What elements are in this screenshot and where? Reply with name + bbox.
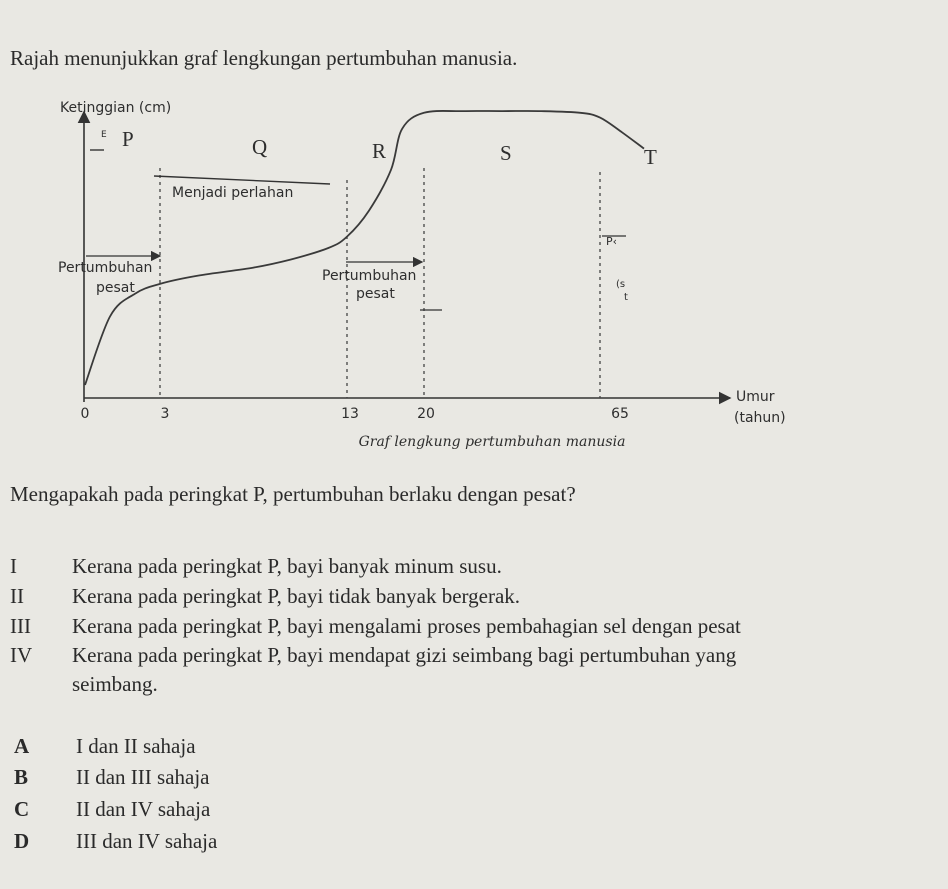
option-key: D: [14, 829, 30, 853]
intro-text: Rajah menunjukkan graf lengkungan pertumbuhan manusia.: [10, 46, 518, 70]
stage-letters: [122, 127, 657, 169]
option-key: C: [14, 797, 30, 821]
slow-growth-bar: [154, 176, 330, 184]
statement-number: II: [10, 584, 24, 608]
statement-text: Kerana pada peringkat P, bayi banyak minum susu.: [72, 554, 502, 578]
rapid-growth-1-label-line1: Pertumbuhan: [58, 260, 153, 276]
statement-i: [10, 554, 940, 579]
stray-mark-e: E: [101, 130, 107, 140]
growth-curve-line: [85, 111, 644, 385]
rapid-growth-2-label-line1: Pertumbuhan: [322, 268, 417, 284]
statement-ii: [10, 584, 940, 609]
option-d[interactable]: [14, 829, 217, 854]
x-axis-label: Umur: [736, 389, 775, 405]
option-key: A: [14, 734, 30, 758]
statement-iii: [10, 614, 940, 639]
x-tick-label: 65: [611, 406, 629, 422]
option-key: B: [14, 765, 29, 789]
stage-letter-q: Q: [252, 135, 268, 159]
statement-number: IV: [10, 643, 33, 667]
option-text: III dan IV sahaja: [76, 829, 218, 853]
chart-caption: Graf lengkung pertumbuhan manusia: [358, 434, 626, 450]
stray-mark-t: t: [624, 292, 628, 303]
question-text: Mengapakah pada peringkat P, pertumbuhan berlaku dengan pesat?: [10, 482, 576, 506]
y-axis-label: Ketinggian (cm): [60, 100, 172, 116]
x-tick-label: 0: [80, 406, 90, 422]
x-tick-label: 20: [417, 406, 435, 422]
rapid-growth-2-label-line2: pesat: [356, 286, 395, 302]
option-text: II dan IV sahaja: [76, 797, 211, 821]
x-tick-label: 3: [160, 406, 170, 422]
growth-curve-chart: [0, 80, 948, 450]
option-b[interactable]: [14, 765, 210, 790]
option-text: II dan III sahaja: [76, 765, 210, 789]
option-c[interactable]: [14, 797, 210, 822]
statement-text: Kerana pada peringkat P, bayi mengalami proses pembahagian sel dengan pesat: [72, 614, 741, 638]
statement-iv: [10, 643, 940, 668]
stage-letter-t: T: [644, 145, 657, 169]
rapid-growth-1-label-line2: pesat: [96, 280, 135, 296]
option-a[interactable]: [14, 734, 196, 759]
stage-letter-r: R: [372, 139, 387, 163]
x-tick-label: 13: [341, 406, 359, 422]
statement-number: I: [10, 554, 17, 578]
statement-iv-continuation: seimbang.: [72, 672, 158, 696]
option-text: I dan II sahaja: [76, 734, 196, 758]
stage-letter-s: S: [500, 141, 512, 165]
stage-letter-p: P: [122, 127, 134, 151]
stray-mark-s: (s: [616, 279, 626, 290]
stray-mark-p: P‹: [606, 235, 618, 248]
x-axis-unit: (tahun): [734, 410, 786, 426]
statement-text: Kerana pada peringkat P, bayi tidak banyak bergerak.: [72, 584, 521, 608]
x-tick-labels: [81, 406, 629, 422]
slow-growth-label: Menjadi perlahan: [172, 185, 294, 201]
statement-number: III: [10, 614, 31, 638]
statement-text: Kerana pada peringkat P, bayi mendapat gizi seimbang bagi pertumbuhan yang: [72, 643, 737, 667]
